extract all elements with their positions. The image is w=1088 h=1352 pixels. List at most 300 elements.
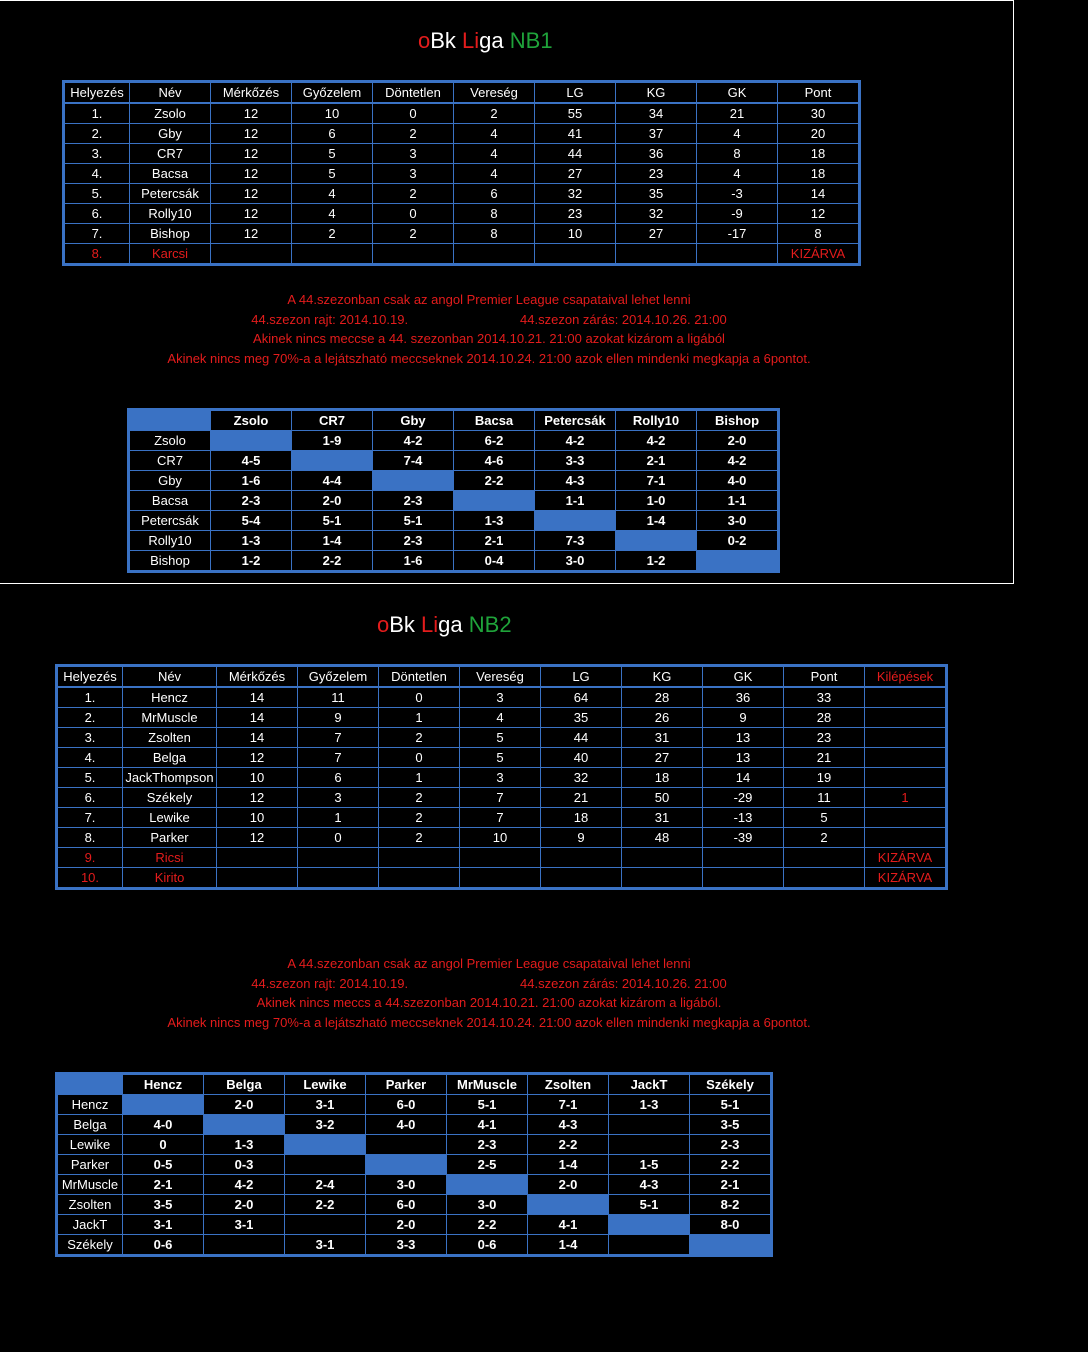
- matrix-cell: 4-5: [211, 451, 292, 471]
- table-cell: -13: [703, 808, 784, 828]
- matrix-cell: 4-3: [609, 1175, 690, 1195]
- table-cell: 6: [298, 768, 379, 788]
- nb2-standings-table: [57, 666, 946, 888]
- table-cell: Kirito: [123, 868, 217, 888]
- rule-note: A 44.szezonban csak az angol Premier League csapataival lehet lenni: [287, 292, 691, 307]
- table-cell: 5.: [58, 768, 123, 788]
- matrix-row: [130, 511, 778, 531]
- title-part: Bk: [389, 612, 422, 637]
- table-cell: 21: [784, 748, 865, 768]
- matrix-cell: [609, 1235, 690, 1255]
- table-row: [58, 708, 946, 728]
- matrix-cell: 2-0: [204, 1095, 285, 1115]
- matrix-cell: [373, 471, 454, 491]
- nb2-rules-notes: [100, 954, 878, 1032]
- title-part: ga: [479, 28, 510, 53]
- table-cell: [865, 728, 946, 748]
- matrix-row: [58, 1115, 771, 1135]
- table-cell: 1.: [58, 687, 123, 708]
- matrix-cell: 4-2: [616, 431, 697, 451]
- rule-note: 44.szezon rajt: 2014.10.19. 44.szezon zárás: 2014.10.26. 21:00: [251, 975, 727, 991]
- table-cell: 32: [541, 768, 622, 788]
- matrix-cell: 3-2: [285, 1115, 366, 1135]
- matrix-cell: 3-1: [285, 1095, 366, 1115]
- table-cell: 0: [379, 748, 460, 768]
- table-cell: 14: [217, 728, 298, 748]
- table-cell: 21: [541, 788, 622, 808]
- matrix-cell: 2-4: [285, 1175, 366, 1195]
- table-cell: 7: [460, 808, 541, 828]
- table-cell: 19: [784, 768, 865, 788]
- nb1-standings-table: [64, 82, 859, 264]
- table-cell: 26: [622, 708, 703, 728]
- table-cell: 44: [541, 728, 622, 748]
- column-header: Döntetlen: [373, 83, 454, 104]
- table-cell: [298, 868, 379, 888]
- matrix-row-header: Gby: [130, 471, 211, 491]
- table-cell: 9: [703, 708, 784, 728]
- column-header: Helyezés: [65, 83, 130, 104]
- table-cell: 12: [217, 748, 298, 768]
- table-cell: 36: [616, 144, 697, 164]
- table-cell: [298, 848, 379, 868]
- matrix-row-header: Zsolo: [130, 431, 211, 451]
- matrix-cell: 8-2: [690, 1195, 771, 1215]
- table-cell: 6.: [65, 204, 130, 224]
- matrix-column-header: Lewike: [285, 1075, 366, 1095]
- table-cell: Bishop: [130, 224, 211, 244]
- table-cell: KIZÁRVA: [778, 244, 859, 264]
- table-cell: 10.: [58, 868, 123, 888]
- table-cell: 5: [784, 808, 865, 828]
- matrix-cell: 7-1: [616, 471, 697, 491]
- matrix-cell: 1-4: [528, 1155, 609, 1175]
- matrix-cell: [292, 451, 373, 471]
- table-cell: 4: [454, 144, 535, 164]
- column-header: Vereség: [460, 667, 541, 688]
- table-cell: 2: [454, 103, 535, 124]
- table-cell: 12: [211, 184, 292, 204]
- table-cell: Gby: [130, 124, 211, 144]
- matrix-column-header: Székely: [690, 1075, 771, 1095]
- matrix-column-header: Zsolo: [211, 411, 292, 431]
- table-cell: MrMuscle: [123, 708, 217, 728]
- column-header: GK: [697, 83, 778, 104]
- matrix-cell: 1-4: [292, 531, 373, 551]
- table-cell: [622, 868, 703, 888]
- table-cell: 1.: [65, 103, 130, 124]
- matrix-cell: [285, 1135, 366, 1155]
- title-part: o: [377, 612, 390, 637]
- table-cell: 12: [211, 103, 292, 124]
- matrix-row-header: Bishop: [130, 551, 211, 571]
- table-cell: [541, 868, 622, 888]
- table-cell: 44: [535, 144, 616, 164]
- table-row: [58, 868, 946, 888]
- table-cell: 8: [697, 144, 778, 164]
- table-cell: Karcsi: [130, 244, 211, 264]
- matrix-cell: 2-0: [204, 1195, 285, 1215]
- matrix-cell: [697, 551, 778, 571]
- table-cell: 3: [460, 768, 541, 788]
- matrix-cell: 4-2: [697, 451, 778, 471]
- matrix-cell: 4-4: [292, 471, 373, 491]
- table-cell: 2: [379, 728, 460, 748]
- matrix-row: [58, 1155, 771, 1175]
- table-cell: 12: [217, 788, 298, 808]
- table-cell: Ricsi: [123, 848, 217, 868]
- table-row: [65, 184, 859, 204]
- matrix-cell: 2-2: [285, 1195, 366, 1215]
- table-cell: [622, 848, 703, 868]
- matrix-column-header: MrMuscle: [447, 1075, 528, 1095]
- table-cell: 23: [616, 164, 697, 184]
- table-cell: 4: [292, 184, 373, 204]
- table-cell: [535, 244, 616, 264]
- table-cell: 4.: [58, 748, 123, 768]
- rule-note: Akinek nincs meg 70%-a a lejátszható meccseknek 2014.10.24. 21:00 azok ellen mindenki megkapja a 6pontot.: [167, 350, 811, 366]
- matrix-cell: 0-4: [454, 551, 535, 571]
- matrix-column-header: Petercsák: [535, 411, 616, 431]
- table-cell: 11: [784, 788, 865, 808]
- matrix-cell: 2-1: [123, 1175, 204, 1195]
- table-cell: 8: [454, 224, 535, 244]
- table-cell: 12: [211, 224, 292, 244]
- matrix-cell: 2-2: [454, 471, 535, 491]
- table-cell: 27: [535, 164, 616, 184]
- matrix-row-header: Petercsák: [130, 511, 211, 531]
- table-row: [58, 687, 946, 708]
- table-cell: 10: [460, 828, 541, 848]
- table-row: [65, 144, 859, 164]
- table-cell: 7.: [65, 224, 130, 244]
- matrix-column-header: Zsolten: [528, 1075, 609, 1095]
- matrix-cell: 2-0: [697, 431, 778, 451]
- matrix-cell: 4-6: [454, 451, 535, 471]
- table-cell: CR7: [130, 144, 211, 164]
- table-cell: 12: [778, 204, 859, 224]
- table-cell: Hencz: [123, 687, 217, 708]
- matrix-cell: 1-1: [535, 491, 616, 511]
- title-part: Li: [421, 612, 439, 637]
- matrix-cell: 2-3: [211, 491, 292, 511]
- title-part: NB1: [509, 28, 553, 53]
- table-cell: 3: [298, 788, 379, 808]
- table-cell: [865, 768, 946, 788]
- matrix-cell: 4-0: [123, 1115, 204, 1135]
- table-row: [58, 768, 946, 788]
- matrix-cell: [211, 431, 292, 451]
- table-cell: [217, 868, 298, 888]
- table-cell: [784, 868, 865, 888]
- matrix-cell: 1-4: [528, 1235, 609, 1255]
- matrix-cell: 6-0: [366, 1095, 447, 1115]
- table-cell: 21: [697, 103, 778, 124]
- matrix-row: [130, 551, 778, 571]
- matrix-cell: 0-2: [697, 531, 778, 551]
- matrix-cell: 7-4: [373, 451, 454, 471]
- matrix-cell: [609, 1115, 690, 1135]
- table-cell: 30: [778, 103, 859, 124]
- matrix-cell: 4-1: [447, 1115, 528, 1135]
- matrix-cell: 6-0: [366, 1195, 447, 1215]
- matrix-row-header: CR7: [130, 451, 211, 471]
- matrix-cell: 2-2: [528, 1135, 609, 1155]
- table-row: [65, 244, 859, 264]
- table-cell: 31: [622, 808, 703, 828]
- matrix-cell: 4-2: [373, 431, 454, 451]
- matrix-cell: 1-3: [609, 1095, 690, 1115]
- matrix-column-header: Bishop: [697, 411, 778, 431]
- table-cell: 37: [616, 124, 697, 144]
- column-header: Mérkőzés: [211, 83, 292, 104]
- matrix-cell: 1-1: [697, 491, 778, 511]
- matrix-cell: 2-3: [373, 531, 454, 551]
- table-cell: 27: [616, 224, 697, 244]
- matrix-cell: 5-1: [690, 1095, 771, 1115]
- table-cell: 6: [454, 184, 535, 204]
- table-cell: 13: [703, 748, 784, 768]
- table-row: [58, 828, 946, 848]
- table-cell: 28: [784, 708, 865, 728]
- matrix-cell: 2-1: [690, 1175, 771, 1195]
- table-cell: 10: [292, 103, 373, 124]
- header-row: [65, 83, 859, 104]
- column-header: Név: [130, 83, 211, 104]
- matrix-cell: 3-5: [123, 1195, 204, 1215]
- table-cell: 32: [616, 204, 697, 224]
- table-cell: 12: [211, 124, 292, 144]
- rule-note: Akinek nincs meccse a 44. szezonban 2014.10.21. 21:00 azokat kizárom a ligából: [253, 331, 725, 346]
- table-cell: 18: [778, 164, 859, 184]
- column-header: LG: [535, 83, 616, 104]
- table-cell: 2.: [65, 124, 130, 144]
- table-cell: JackThompson: [123, 768, 217, 788]
- table-cell: 0: [298, 828, 379, 848]
- table-cell: KIZÁRVA: [865, 848, 946, 868]
- matrix-cell: [366, 1135, 447, 1155]
- table-cell: 2: [784, 828, 865, 848]
- matrix-cell: 0-6: [123, 1235, 204, 1255]
- matrix-row: [130, 431, 778, 451]
- matrix-cell: 4-2: [535, 431, 616, 451]
- table-cell: 5.: [65, 184, 130, 204]
- matrix-row-header: MrMuscle: [58, 1175, 123, 1195]
- matrix-cell: [285, 1215, 366, 1235]
- table-row: [65, 124, 859, 144]
- table-cell: 7: [460, 788, 541, 808]
- matrix-cell: [609, 1135, 690, 1155]
- column-header: KG: [622, 667, 703, 688]
- table-cell: 8: [454, 204, 535, 224]
- table-cell: 35: [541, 708, 622, 728]
- nb1-rules-notes: [100, 290, 878, 368]
- matrix-cell: [535, 511, 616, 531]
- matrix-cell: [204, 1115, 285, 1135]
- matrix-row: [130, 471, 778, 491]
- table-cell: Székely: [123, 788, 217, 808]
- matrix-cell: [447, 1175, 528, 1195]
- table-cell: 4: [460, 708, 541, 728]
- matrix-cell: 1-3: [454, 511, 535, 531]
- table-cell: 1: [298, 808, 379, 828]
- column-header: Pont: [778, 83, 859, 104]
- matrix-cell: 5-1: [447, 1095, 528, 1115]
- nb1-results-matrix: [129, 410, 778, 571]
- table-cell: Bacsa: [130, 164, 211, 184]
- rule-note: Akinek nincs meg 70%-a a lejátszható meccseknek 2014.10.24. 21:00 azok ellen mindenki megkapja a 6pontot.: [167, 1014, 811, 1030]
- matrix-cell: 7-1: [528, 1095, 609, 1115]
- table-cell: 7.: [58, 808, 123, 828]
- matrix-cell: 2-3: [447, 1135, 528, 1155]
- title-part: Li: [462, 28, 480, 53]
- rule-note: A 44.szezonban csak az angol Premier League csapataival lehet lenni: [287, 956, 691, 971]
- table-cell: 4: [697, 164, 778, 184]
- table-cell: 1: [865, 788, 946, 808]
- matrix-cell: [204, 1235, 285, 1255]
- matrix-column-header: Hencz: [123, 1075, 204, 1095]
- table-cell: [703, 848, 784, 868]
- matrix-cell: 6-2: [454, 431, 535, 451]
- table-row: [58, 748, 946, 768]
- table-cell: 2: [373, 184, 454, 204]
- matrix-cell: 3-1: [285, 1235, 366, 1255]
- matrix-cell: 5-4: [211, 511, 292, 531]
- table-cell: 1: [379, 768, 460, 788]
- matrix-cell: [609, 1215, 690, 1235]
- table-cell: [703, 868, 784, 888]
- matrix-cell: 4-0: [697, 471, 778, 491]
- table-cell: Zsolten: [123, 728, 217, 748]
- table-cell: 28: [622, 687, 703, 708]
- table-cell: 4: [697, 124, 778, 144]
- matrix-cell: [123, 1095, 204, 1115]
- table-cell: 8: [778, 224, 859, 244]
- table-cell: [373, 244, 454, 264]
- matrix-cell: 2-2: [447, 1215, 528, 1235]
- matrix-cell: 2-1: [454, 531, 535, 551]
- column-header: KG: [616, 83, 697, 104]
- matrix-corner: [130, 411, 211, 431]
- matrix-cell: 0-3: [204, 1155, 285, 1175]
- column-header: GK: [703, 667, 784, 688]
- table-cell: 55: [535, 103, 616, 124]
- table-cell: 50: [622, 788, 703, 808]
- table-cell: -3: [697, 184, 778, 204]
- column-header: LG: [541, 667, 622, 688]
- table-cell: 2: [379, 828, 460, 848]
- table-cell: 12: [211, 144, 292, 164]
- table-cell: 18: [622, 768, 703, 788]
- matrix-row-header: Belga: [58, 1115, 123, 1135]
- table-cell: 7: [298, 748, 379, 768]
- table-cell: 64: [541, 687, 622, 708]
- matrix-cell: 2-3: [690, 1135, 771, 1155]
- nb2-title: [377, 612, 512, 638]
- table-cell: [865, 687, 946, 708]
- table-cell: 5: [460, 728, 541, 748]
- title-part: Bk: [430, 28, 463, 53]
- matrix-cell: 2-2: [292, 551, 373, 571]
- table-cell: [217, 848, 298, 868]
- table-cell: 23: [535, 204, 616, 224]
- matrix-cell: 8-0: [690, 1215, 771, 1235]
- table-row: [65, 103, 859, 124]
- matrix-cell: 2-2: [690, 1155, 771, 1175]
- table-cell: -29: [703, 788, 784, 808]
- table-cell: Zsolo: [130, 103, 211, 124]
- column-header: Pont: [784, 667, 865, 688]
- table-cell: 9.: [58, 848, 123, 868]
- table-cell: KIZÁRVA: [865, 868, 946, 888]
- table-cell: 31: [622, 728, 703, 748]
- table-cell: 3.: [58, 728, 123, 748]
- column-header: Kilépések: [865, 667, 946, 688]
- matrix-row-header: Székely: [58, 1235, 123, 1255]
- matrix-cell: 4-3: [535, 471, 616, 491]
- table-cell: 2: [373, 124, 454, 144]
- table-cell: 2.: [58, 708, 123, 728]
- matrix-cell: 2-5: [447, 1155, 528, 1175]
- table-cell: 13: [703, 728, 784, 748]
- matrix-cell: 1-2: [616, 551, 697, 571]
- table-cell: 1: [379, 708, 460, 728]
- table-cell: 11: [298, 687, 379, 708]
- table-row: [65, 224, 859, 244]
- matrix-cell: 3-0: [447, 1195, 528, 1215]
- table-cell: 6: [292, 124, 373, 144]
- table-cell: 4: [292, 204, 373, 224]
- column-header: Döntetlen: [379, 667, 460, 688]
- table-cell: 41: [535, 124, 616, 144]
- matrix-header-row: [130, 411, 778, 431]
- table-cell: 9: [541, 828, 622, 848]
- table-cell: 9: [298, 708, 379, 728]
- table-cell: 2: [379, 808, 460, 828]
- matrix-column-header: Belga: [204, 1075, 285, 1095]
- table-cell: Rolly10: [130, 204, 211, 224]
- matrix-cell: 3-0: [366, 1175, 447, 1195]
- matrix-cell: 7-3: [535, 531, 616, 551]
- matrix-header-row: [58, 1075, 771, 1095]
- table-cell: 0: [373, 103, 454, 124]
- table-cell: [460, 868, 541, 888]
- table-cell: 2: [292, 224, 373, 244]
- matrix-row: [58, 1235, 771, 1255]
- title-part: NB2: [468, 612, 512, 637]
- table-cell: [616, 244, 697, 264]
- table-cell: 0: [379, 687, 460, 708]
- table-cell: Belga: [123, 748, 217, 768]
- table-row: [58, 808, 946, 828]
- table-cell: 20: [778, 124, 859, 144]
- matrix-row: [58, 1175, 771, 1195]
- table-cell: 8.: [65, 244, 130, 264]
- matrix-cell: [616, 531, 697, 551]
- matrix-row-header: Lewike: [58, 1135, 123, 1155]
- nb1-title: [418, 28, 553, 54]
- table-cell: 4: [454, 124, 535, 144]
- matrix-cell: 3-0: [697, 511, 778, 531]
- table-cell: -9: [697, 204, 778, 224]
- matrix-cell: [528, 1195, 609, 1215]
- table-cell: 14: [703, 768, 784, 788]
- matrix-row-header: Bacsa: [130, 491, 211, 511]
- table-cell: 32: [535, 184, 616, 204]
- table-cell: 10: [217, 768, 298, 788]
- rule-note: 44.szezon rajt: 2014.10.19. 44.szezon zárás: 2014.10.26. 21:00: [251, 311, 727, 327]
- table-cell: 14: [217, 708, 298, 728]
